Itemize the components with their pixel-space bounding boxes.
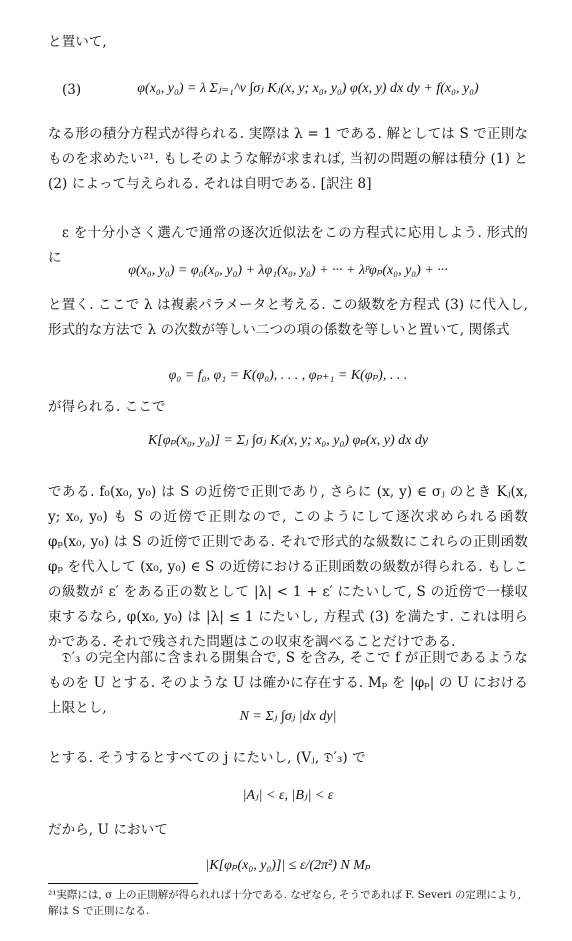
equation-series: φ(x₀, y₀) = φ₀(x₀, y₀) + λφ₁(x₀, y₀) + ··· + λᵖφₚ(x₀, y₀) + ··· [128, 263, 448, 278]
paragraph-regularity: である. f₀(x₀, y₀) は S の近傍で正則であり, さらに (x, y) ∈ σⱼ のとき Kⱼ(x, y; x₀, y₀) も S の近傍で正則なので, このようにして逐次求められる函数 φₚ(x₀, y₀) は S の近傍で正則である. それで形式的な級数にこれらの正則函数 φₚ を代入して (x₀, y₀) ∈ S の近傍における正則函数の級数が得られる. もしこの級数が ε′ をある正の数として |λ| < 1 + ε′ にたいして, S の近傍で一様収束するなら, φ(x₀, y₀) は |λ| ≤ 1 にたいし, 方程式 (3) を満たす. これは明らかである. それで残された問題はこの収束を調べることだけである. [48, 484, 528, 650]
equation-n-definition: N = Σⱼ ∫σⱼ |dx dy| [239, 709, 337, 724]
paragraph-successive-approximation: ε を十分小さく選んで通常の逐次近似法をこの方程式に応用しよう. 形式的に [48, 225, 528, 266]
equation-number-3: (3) [62, 82, 82, 98]
equation-kernel: K[φₚ(x₀, y₀)] = Σⱼ ∫σⱼ Kⱼ(x, y; x₀, y₀) φₚ(x, y) dx dy [147, 433, 429, 448]
equation-3: φ(x₀, y₀) = λ Σⱼ₌₁^ν ∫σⱼ Kⱼ(x, y; x₀, y₀) φ(x, y) dx dy + f(x₀, y₀) [137, 81, 479, 96]
paragraph-open-set: 𝔇′₃ の完全内部に含まれる開集合で, S を含み, そこで f が正則であるようなものを U とする. そのような U は確かに存在する. Mₚ を |φₚ| の U における上限とし, [48, 650, 528, 716]
equation-relations: φ₀ = f₀, φ₁ = K(φ₀), . . . , φₚ₊₁ = K(φₚ), . . . [168, 368, 408, 383]
paragraph-here: が得られる. ここで [48, 399, 166, 415]
footnote-21: ²¹実際には, σ 上の正則解が得られれば十分である. なぜなら, そうであれば F. Severi の定理により, 解は S で正則になる. [48, 889, 522, 917]
paragraph-for-all-j: とする. そうするとすべての j にたいし, (Vⱼ, 𝔇′₃) で [48, 750, 366, 766]
equation-bounds: |Aⱼ| < ε, |Bⱼ| < ε [242, 788, 334, 803]
paragraph-in-u: だから, U において [48, 822, 168, 838]
paragraph-intro: と置いて, [48, 34, 107, 50]
paragraph-substitution: と置く. ここで λ は複素パラメータと考える. この級数を方程式 (3) に代入し, 形式的な方法で λ の次数が等しい二つの項の係数を等しいと置いて, 関係式 [48, 297, 528, 338]
paragraph-integral-equation: なる形の積分方程式が得られる. 実際は λ = 1 である. 解としては S で正則なものを求めたい²¹. もしそのような解が求まれば, 当初の問題の解は積分 (1) と (2) によって与えられる. それは自明である. [訳注 8] [48, 126, 528, 192]
equation-final-bound: |K[φₚ(x₀, y₀)]| ≤ ε/(2π²) N Mₚ [205, 858, 371, 873]
footnote-divider [48, 883, 198, 884]
